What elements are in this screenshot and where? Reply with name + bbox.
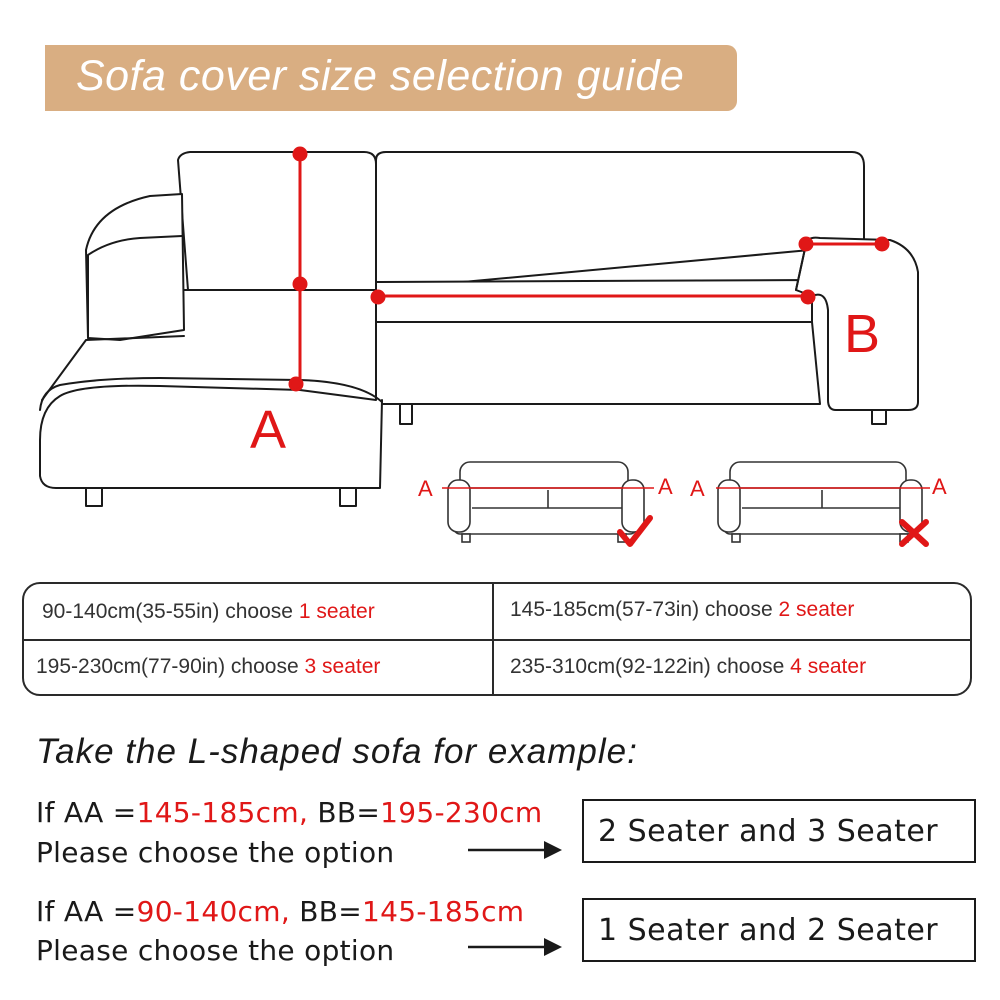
mini-right-a-right: A	[932, 474, 947, 499]
answer-box: 1 Seater and 2 Seater	[582, 898, 976, 962]
measure-point	[802, 291, 814, 303]
arrow-right-icon	[468, 935, 564, 959]
measure-point	[800, 238, 812, 250]
table-cell: 145-185cm(57-73in) choose 2 seater	[510, 598, 855, 621]
label-a: A	[250, 400, 287, 460]
sofa-back-chaise	[178, 152, 376, 290]
measure-point	[294, 148, 306, 160]
page-title: Sofa cover size selection guide	[76, 52, 685, 100]
table-cell: 195-230cm(77-90in) choose 3 seater	[36, 655, 381, 678]
measure-point	[294, 278, 306, 290]
sofa-leg	[400, 402, 412, 424]
sofa-diagram	[0, 120, 1000, 560]
mini-sofa-wrong	[718, 462, 922, 542]
case-instruction: Please choose the option	[36, 836, 395, 869]
mini-left-a-right: A	[658, 474, 673, 499]
example-heading: Take the L-shaped sofa for example:	[36, 732, 638, 771]
measure-point	[876, 238, 888, 250]
measure-point	[290, 378, 302, 390]
arrow-right-icon	[468, 838, 564, 862]
case-instruction: Please choose the option	[36, 934, 395, 967]
label-b: B	[844, 304, 881, 364]
size-table	[22, 582, 972, 696]
case-condition: If AA =90-140cm, BB=145-185cm	[36, 895, 525, 928]
case-condition: If AA =145-185cm, BB=195-230cm	[36, 796, 543, 829]
answer-box: 2 Seater and 3 Seater	[582, 799, 976, 863]
mini-sofa-correct	[448, 462, 644, 542]
mini-right-a: A	[690, 476, 705, 501]
sofa-seat-long	[376, 280, 812, 322]
table-cell: 235-310cm(92-122in) choose 4 seater	[510, 655, 867, 678]
table-divider	[24, 639, 970, 641]
sofa-base-long	[376, 322, 820, 404]
measure-point	[372, 291, 384, 303]
mini-left-a: A	[418, 476, 433, 501]
sofa-back-long	[376, 152, 864, 290]
sofa-left-arm	[86, 194, 184, 340]
table-cell: 90-140cm(35-55in) choose 1 seater	[42, 600, 375, 623]
